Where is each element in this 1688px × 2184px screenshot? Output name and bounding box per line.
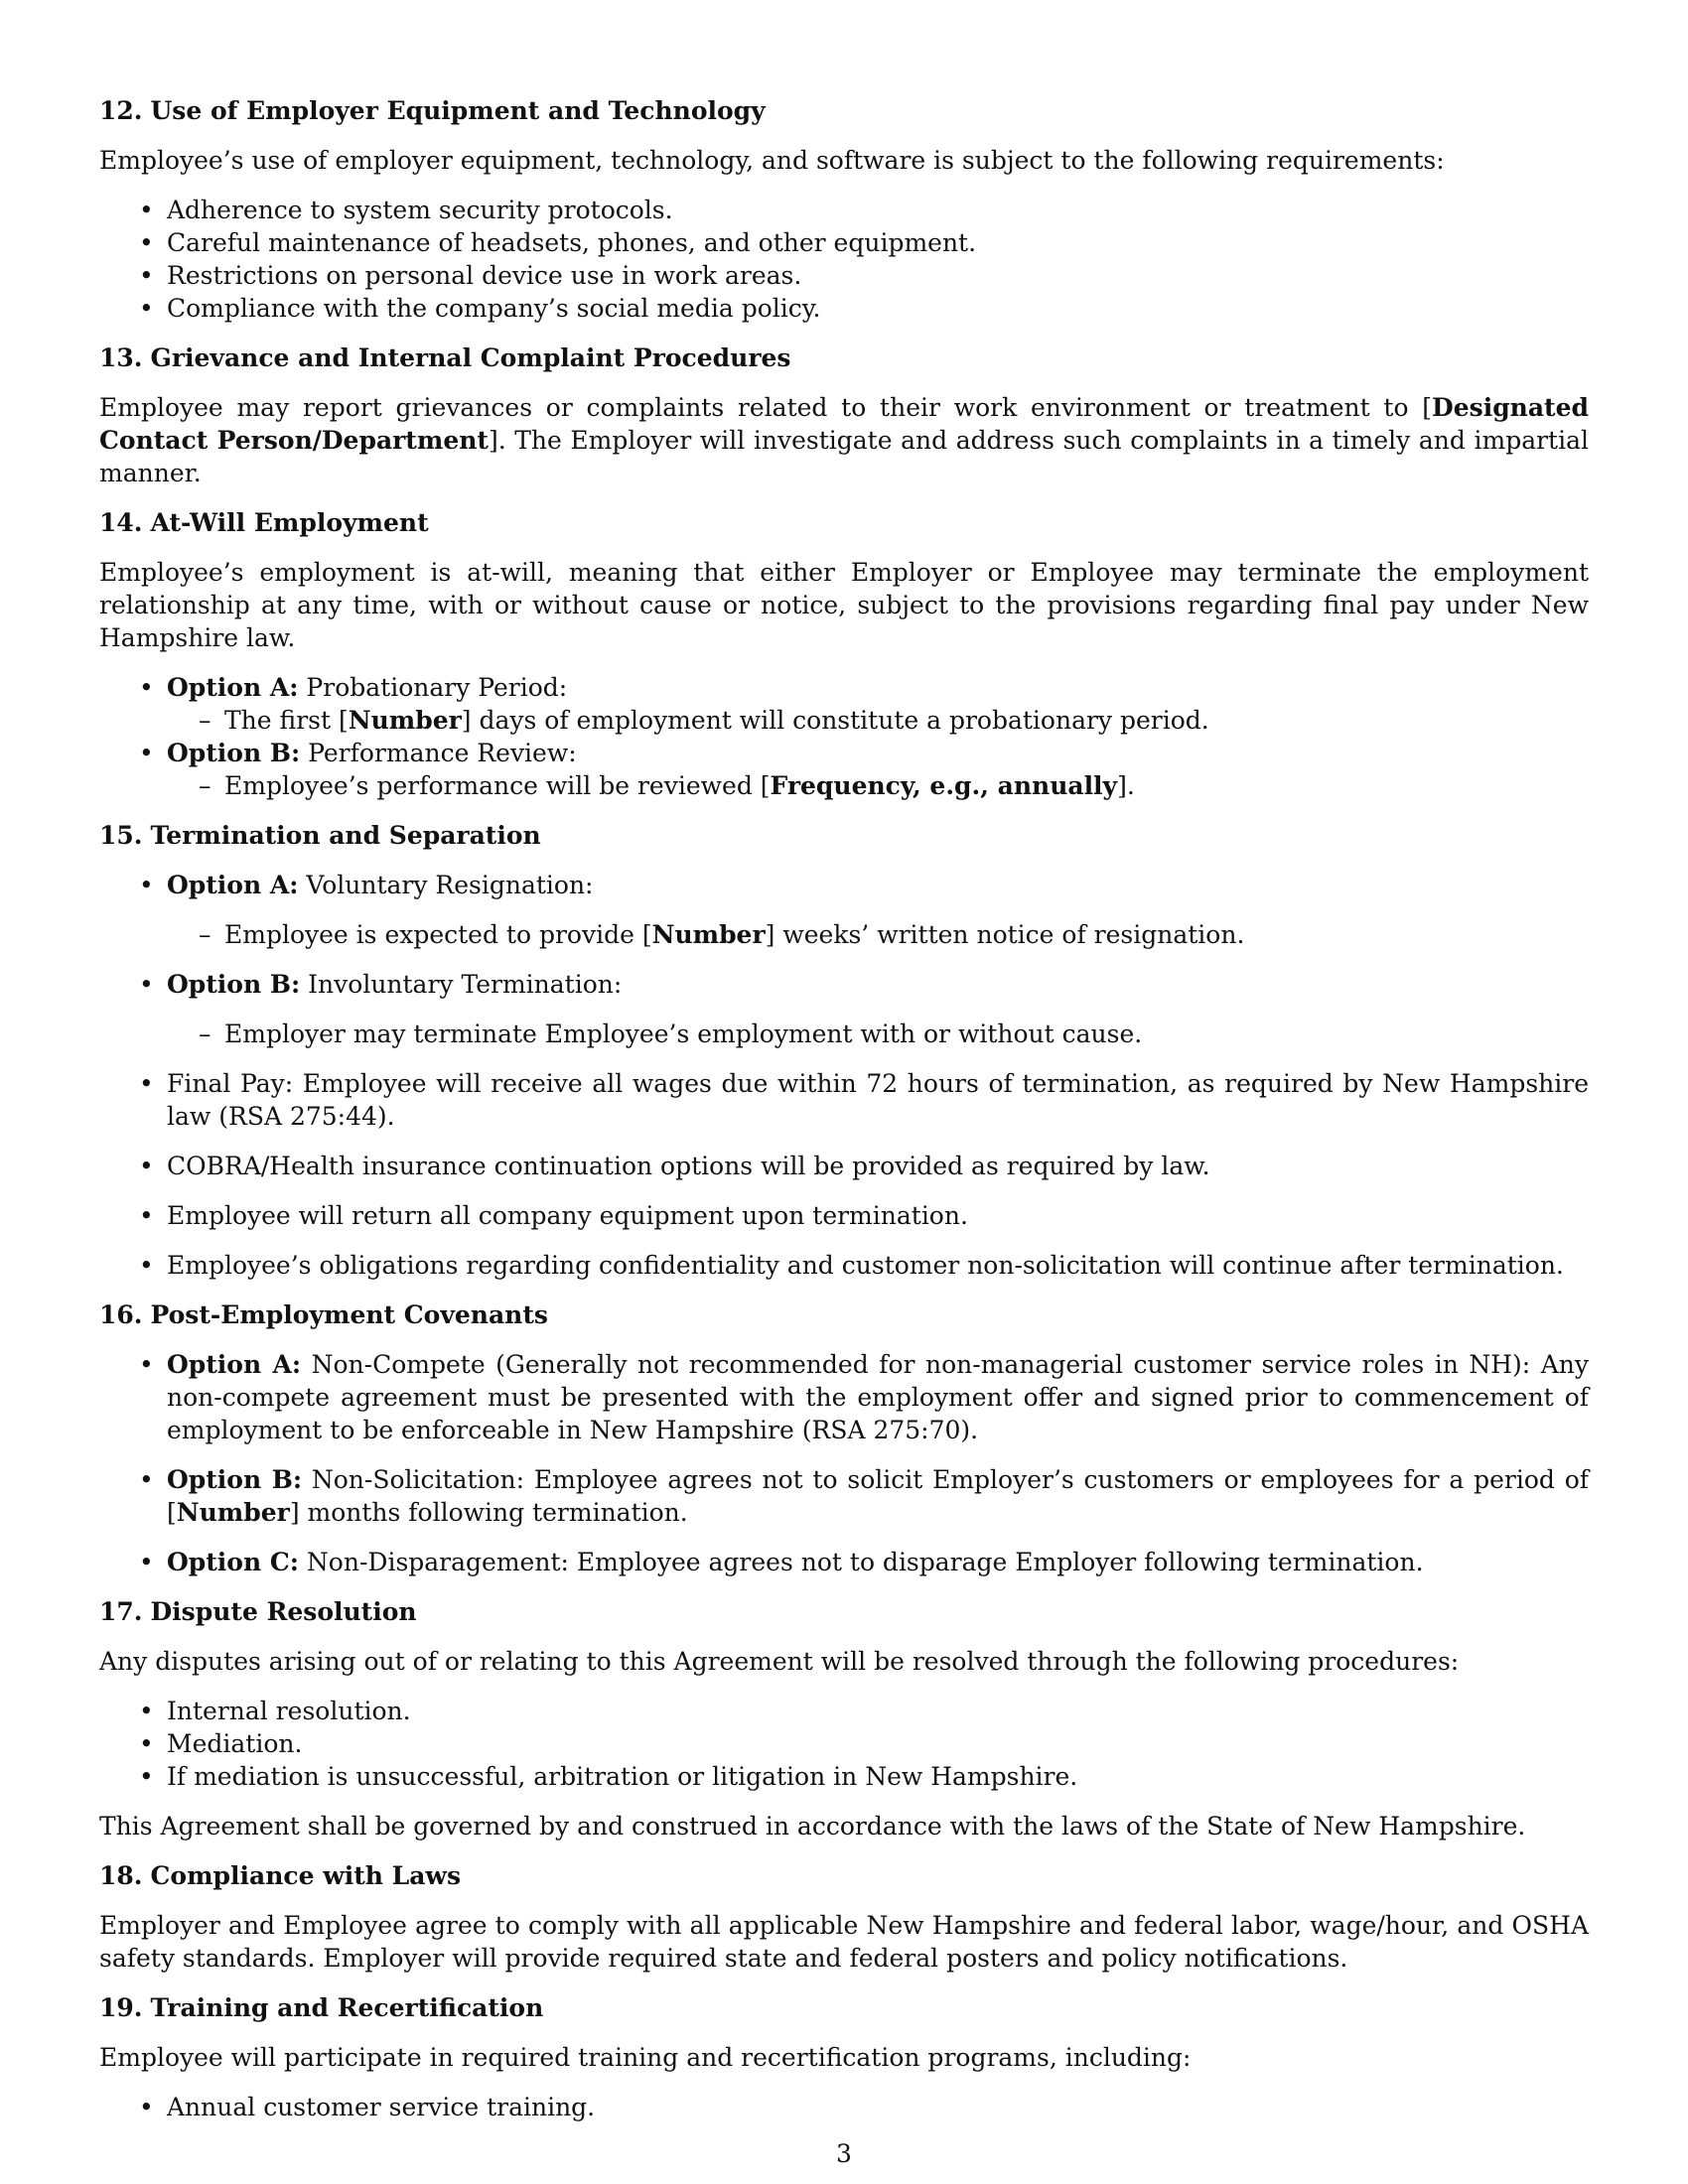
section-16: [99, 1298, 1589, 1578]
list-item: • Adherence to system security protocols.: [99, 194, 1589, 226]
section-closing: This Agreement shall be governed by and construed in accordance with the laws of the State of New Hampshire.: [99, 1812, 1526, 1841]
list-item: • Compliance with the company’s social media policy.: [99, 292, 1589, 325]
option-b: • Option B: Involuntary Termination: – Employer may terminate Employee’s employment with or without cause.: [99, 968, 1589, 1050]
section-intro: Employee will participate in required training and recertification programs, including:: [99, 2043, 1192, 2072]
section-heading: 17. Dispute Resolution: [99, 1597, 417, 1626]
option-a: • Option A: Probationary Period: – The first [Number] days of employment will constitute a probationary period.: [99, 671, 1589, 737]
option-list: [99, 1348, 1589, 1578]
bullet-list: [99, 1695, 1589, 1793]
section-17: [99, 1595, 1589, 1843]
list-item: • Final Pay: Employee will receive all wages due within 72 hours of termination, as required by New Hampshire law (RSA 275:44).: [99, 1067, 1589, 1133]
section-heading: 15. Termination and Separation: [99, 821, 541, 850]
section-body: Employer and Employee agree to comply with all applicable New Hampshire and federal labor, wage/hour, and OSHA safety standards. Employer will provide required state and federal posters and policy notifications.: [99, 1911, 1589, 1973]
section-heading: 18. Compliance with Laws: [99, 1861, 462, 1890]
bullet-list: [99, 194, 1589, 325]
sub-item: – Employee’s performance will be reviewed [Frequency, e.g., annually].: [167, 769, 1589, 802]
placeholder-field: Number: [651, 920, 766, 949]
section-intro: Employee’s employment is at-will, meaning that either Employer or Employee may terminate the employment relationship at any time, with or without cause or notice, subject to the provisions regarding final pay under New Hampshire law.: [99, 558, 1589, 652]
option-a: • Option A: Non-Compete (Generally not recommended for non-managerial customer service roles in NH): Any non-compete agreement must be presented with the employment offer and signed prior to commencement of employment to be enforceable in New Hampshire (RSA 275:70).: [99, 1348, 1589, 1446]
section-heading: 16. Post-Employment Covenants: [99, 1300, 548, 1329]
page-number: 3: [836, 2139, 852, 2168]
section-15: [99, 819, 1589, 1282]
section-12: [99, 94, 1589, 325]
option-b: • Option B: Non-Solicitation: Employee agrees not to solicit Employer’s customers or employees for a period of [Number] months following termination.: [99, 1463, 1589, 1529]
sub-item: – Employer may terminate Employee’s employment with or without cause.: [167, 1018, 1589, 1050]
section-19: [99, 1991, 1589, 2123]
list-item: • Annual customer service training.: [99, 2091, 1589, 2123]
section-intro: Employee’s use of employer equipment, technology, and software is subject to the following requirements:: [99, 146, 1445, 175]
list-item: • Restrictions on personal device use in work areas.: [99, 259, 1589, 292]
section-13: [99, 341, 1589, 489]
section-heading: 13. Grievance and Internal Complaint Procedures: [99, 343, 791, 372]
bullet-list: [99, 2091, 1589, 2123]
option-list: [99, 671, 1589, 802]
placeholder-field: Number: [176, 1498, 290, 1527]
placeholder-field: Frequency, e.g., annually: [770, 771, 1118, 800]
sub-list: [167, 769, 1589, 802]
sub-item: – The first [Number] days of employment will constitute a probationary period.: [167, 704, 1589, 737]
section-heading: 19. Training and Recertification: [99, 1993, 544, 2022]
list-item: • If mediation is unsuccessful, arbitration or litigation in New Hampshire.: [99, 1760, 1589, 1793]
option-list: [99, 869, 1589, 1282]
list-item: • Mediation.: [99, 1727, 1589, 1760]
list-item: • Careful maintenance of headsets, phones, and other equipment.: [99, 226, 1589, 259]
list-item: • Employee’s obligations regarding confidentiality and customer non-solicitation will continue after termination.: [99, 1249, 1589, 1282]
option-a: • Option A: Voluntary Resignation: – Employee is expected to provide [Number] weeks’ written notice of resignation.: [99, 869, 1589, 951]
section-heading: 14. At-Will Employment: [99, 508, 429, 537]
sub-list: [167, 918, 1589, 951]
placeholder-field: Number: [348, 706, 462, 735]
section-14: [99, 506, 1589, 802]
list-item: • Employee will return all company equipment upon termination.: [99, 1199, 1589, 1232]
section-body: Employee may report grievances or complaints related to their work environment or treatment to [Designated Contact Person/Department]. The Employer will investigate and address such complaints in a timely and impartial manner.: [99, 393, 1589, 487]
sub-list: [167, 704, 1589, 737]
option-b: • Option B: Performance Review: – Employee’s performance will be reviewed [Frequency, e.g., annually].: [99, 737, 1589, 802]
section-intro: Any disputes arising out of or relating to this Agreement will be resolved through the following procedures:: [99, 1647, 1460, 1676]
section-18: [99, 1859, 1589, 1975]
document-page: [99, 94, 1589, 2140]
list-item: • COBRA/Health insurance continuation options will be provided as required by law.: [99, 1150, 1589, 1182]
section-heading: 12. Use of Employer Equipment and Technology: [99, 96, 766, 125]
option-c: • Option C: Non-Disparagement: Employee agrees not to disparage Employer following termination.: [99, 1546, 1589, 1578]
sub-list: [167, 1018, 1589, 1050]
list-item: • Internal resolution.: [99, 1695, 1589, 1727]
placeholder-field: Designated Contact Person/Department: [99, 393, 1589, 455]
sub-item: – Employee is expected to provide [Number] weeks’ written notice of resignation.: [167, 918, 1589, 951]
